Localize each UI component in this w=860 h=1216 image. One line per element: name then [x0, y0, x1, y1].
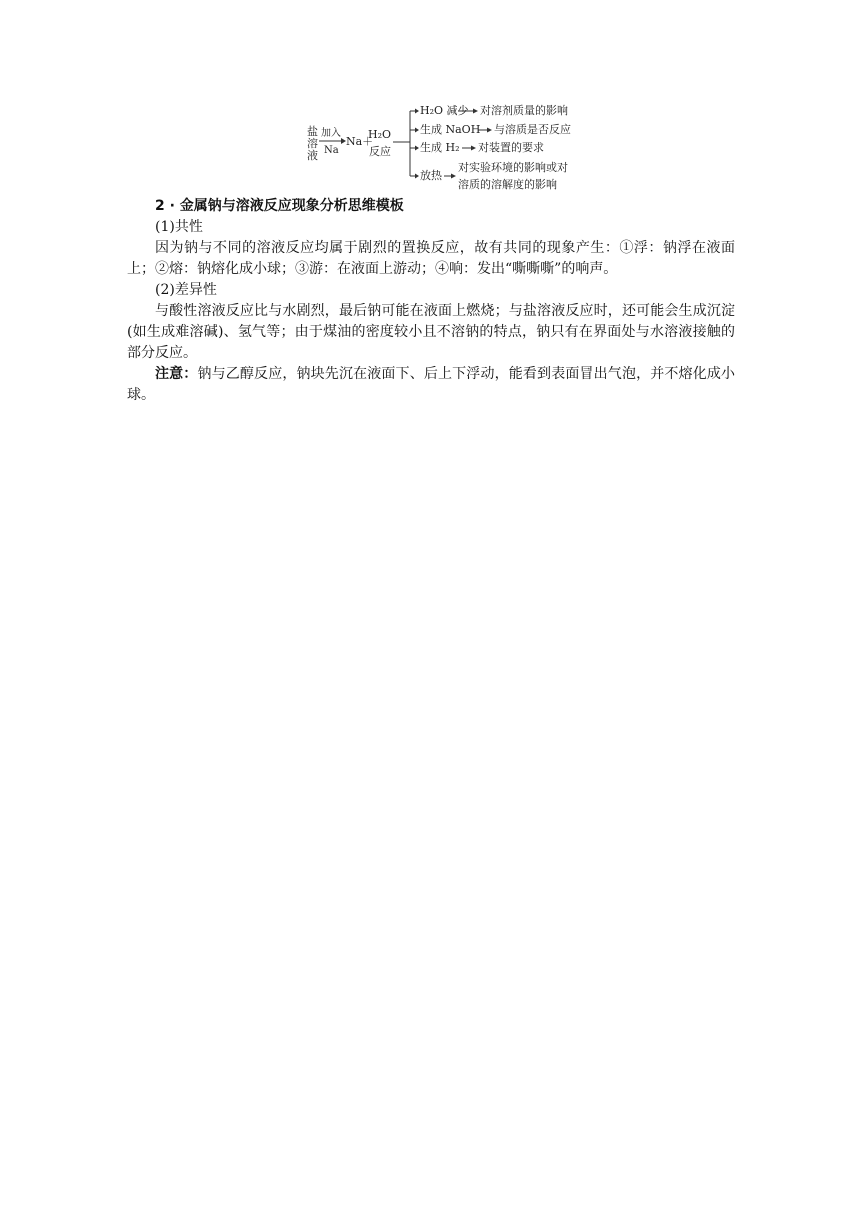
reaction-diagram [0, 0, 860, 200]
diagram-effect-1: 对溶剂质量的影响 [480, 104, 568, 117]
diagram-cause-3: 生成 H₂ [420, 141, 460, 154]
note-text: 钠与乙醇反应，钠块先沉在液面下、后上下浮动，能看到表面冒出气泡，并不熔化成小球。 [127, 366, 736, 403]
note-label: 注意： [155, 366, 198, 382]
subheading-commonality: (1)共性 [155, 219, 203, 235]
diagram-cause-1: H₂O 减少 [420, 104, 469, 117]
paragraph-difference: 与酸性溶液反应比与水剧烈，最后钠可能在液面上燃烧；与盐溶液反应时，还可能会生成沉淀(如生成难溶碱)、氢气等；由于煤油的密度较小且不溶钠的特点，钠只有在界面处与水溶液接触的部分反应。 [127, 303, 735, 361]
diagram-effect-4-line2: 溶质的溶解度的影响 [458, 178, 557, 191]
section-content [127, 196, 735, 406]
diagram-effect-4-line1: 对实验环境的影响或对 [458, 161, 568, 174]
diagram-cause-2: 生成 NaOH [420, 123, 481, 136]
diagram-salt-solution: 盐溶液 [307, 125, 318, 162]
diagram-effect-3: 对装置的要求 [478, 141, 544, 154]
diagram-arrow-top-label: 加入 [321, 128, 341, 139]
diagram-arrow-bottom-label: Na [324, 145, 339, 156]
subheading-difference: (2)差异性 [155, 282, 217, 298]
diagram-effect-2: 与溶质是否反应 [494, 123, 571, 136]
diagram-water: H₂O [368, 128, 392, 141]
diagram-cause-4: 放热 [420, 169, 442, 182]
paragraph-commonality: 因为钠与不同的溶液反应均属于剧烈的置换反应，故有共同的现象产生：①浮：钠浮在液面上；②熔：钠熔化成小球；③游：在液面上游动；④响：发出“嘶嘶嘶”的响声。 [127, 240, 735, 277]
section-heading: 2 · 金属钠与溶液反应现象分析思维模板 [155, 198, 404, 214]
diagram-na-plus: Na＋ [346, 135, 374, 148]
note-paragraph [127, 364, 735, 406]
diagram-reaction: 反应 [369, 145, 391, 158]
